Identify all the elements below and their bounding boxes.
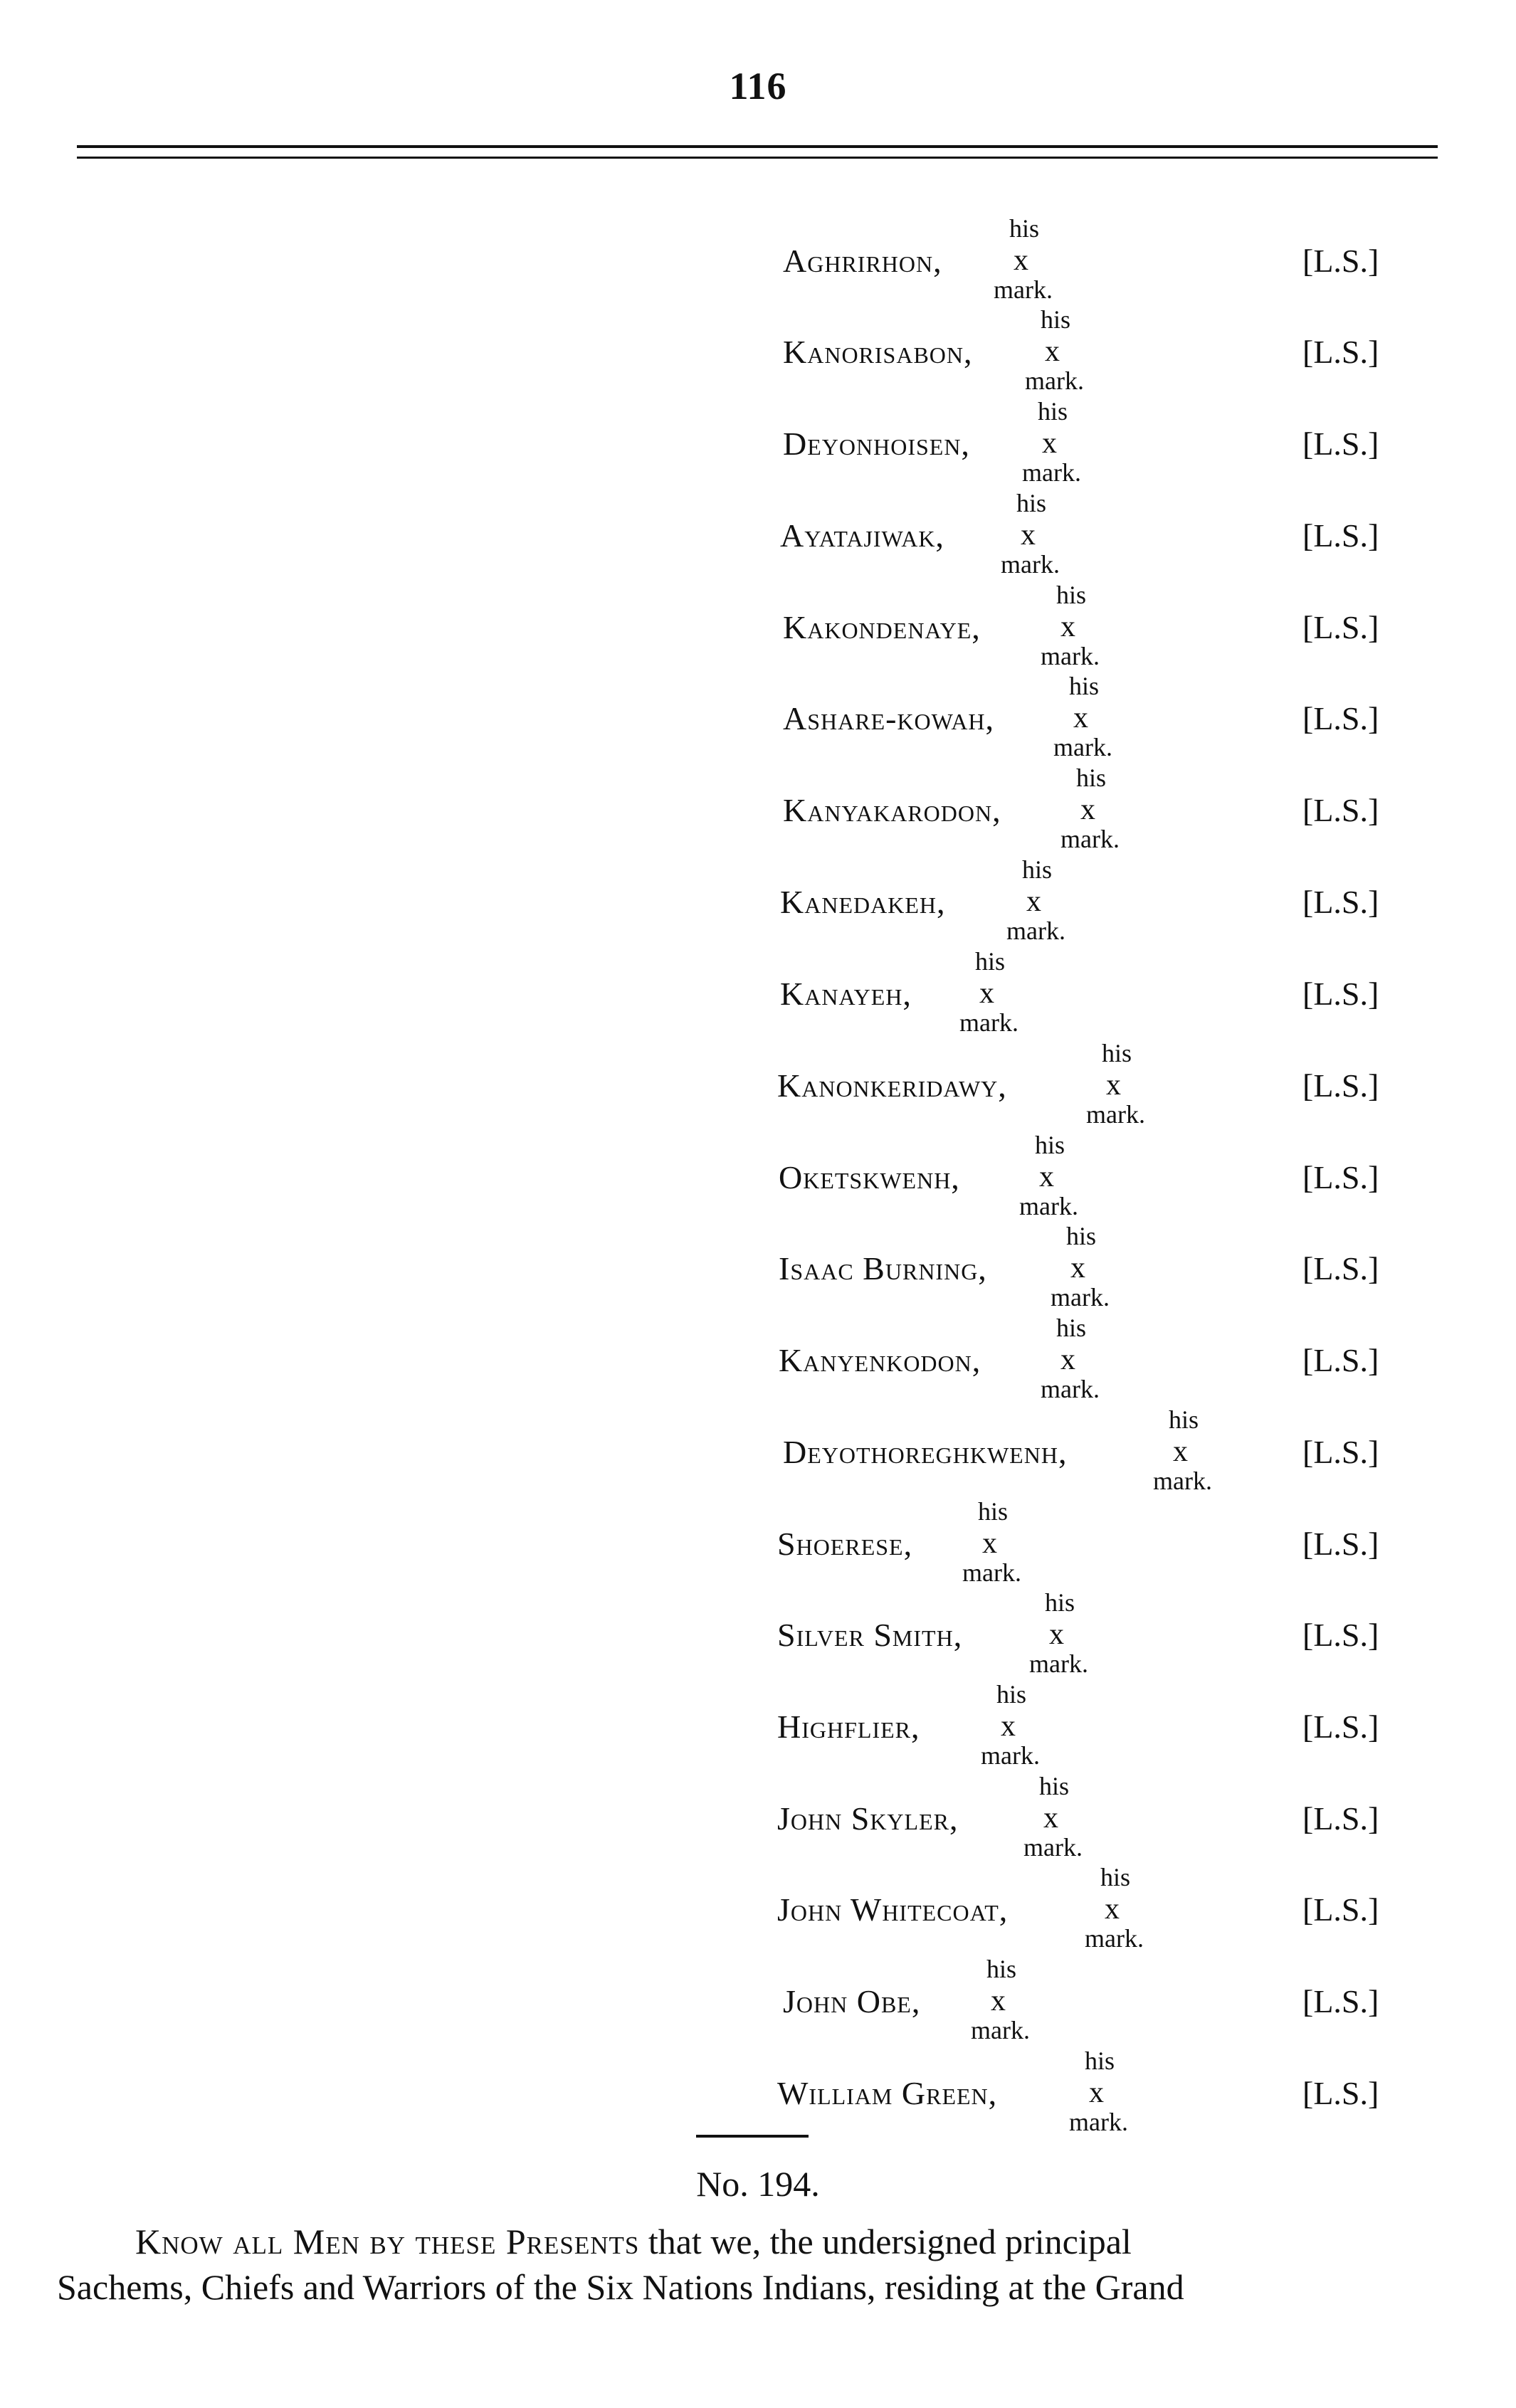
signature-row <box>0 213 1516 305</box>
x-mark: x <box>1073 702 1088 734</box>
mark-label: mark. <box>971 2016 1030 2044</box>
mark-label: mark. <box>1029 1649 1088 1678</box>
seal-label: [L.S.] <box>1302 1159 1379 1195</box>
mark-label: mark. <box>1023 1833 1083 1862</box>
signatory-name: Deyonhoisen, <box>783 426 970 462</box>
signature-row <box>0 1954 1516 2045</box>
x-mark: x <box>979 977 994 1010</box>
signatory-name: Ashare-kowah, <box>783 700 995 736</box>
signatory-name: Kakondenaye, <box>783 609 981 645</box>
his-label: his <box>1009 214 1040 243</box>
his-label: his <box>1038 397 1068 426</box>
mark-label: mark. <box>1006 917 1065 945</box>
mark-label: mark. <box>1001 550 1060 579</box>
signature-row <box>0 1862 1516 1953</box>
header-rule-thick <box>77 145 1438 148</box>
x-mark: x <box>1049 1618 1064 1651</box>
x-mark: x <box>1014 244 1028 277</box>
signatory-name: Kanedakeh, <box>780 884 946 920</box>
signatory-name: Oketskwenh, <box>779 1159 960 1195</box>
x-mark: x <box>1021 519 1036 551</box>
page-number: 116 <box>729 65 787 107</box>
document-number: No. 194. <box>696 2164 820 2204</box>
x-mark: x <box>991 1985 1006 2017</box>
x-mark: x <box>1001 1710 1016 1743</box>
paragraph-line-2: Sachems, Chiefs and Warriors of the Six Nations Indians, residing at the Grand <box>57 2267 1184 2307</box>
x-mark: x <box>1173 1435 1188 1468</box>
paragraph-line-1-rest: that we, the undersigned principal <box>639 2222 1132 2261</box>
signature-row <box>0 488 1516 579</box>
mark-label: mark. <box>1041 642 1100 670</box>
signatory-name: Aghrirhon, <box>783 243 942 279</box>
his-label: his <box>1169 1405 1199 1434</box>
his-label: his <box>1066 1222 1097 1250</box>
seal-label: [L.S.] <box>1302 609 1379 645</box>
mark-label: mark. <box>1060 825 1120 853</box>
seal-label: [L.S.] <box>1302 1526 1379 1562</box>
x-mark: x <box>1060 611 1075 643</box>
mark-label: mark. <box>1041 1375 1100 1403</box>
seal-label: [L.S.] <box>1302 1250 1379 1287</box>
seal-label: [L.S.] <box>1302 517 1379 554</box>
seal-label: [L.S.] <box>1302 243 1379 279</box>
mark-label: mark. <box>1086 1100 1145 1129</box>
his-label: his <box>986 1955 1017 1983</box>
signatory-name: Kanonkeridawy, <box>777 1067 1007 1104</box>
seal-label: [L.S.] <box>1302 1067 1379 1104</box>
signatory-name: William Green, <box>777 2075 998 2111</box>
his-label: his <box>1035 1131 1065 1159</box>
x-mark: x <box>1026 885 1041 918</box>
x-mark: x <box>1105 1893 1120 1926</box>
seal-label: [L.S.] <box>1302 792 1379 828</box>
mark-label: mark. <box>962 1558 1021 1587</box>
mark-label: mark. <box>1051 1283 1110 1311</box>
signature-row <box>0 1405 1516 1496</box>
seal-label: [L.S.] <box>1302 1800 1379 1837</box>
signature-row <box>0 763 1516 854</box>
signature-row <box>0 305 1516 396</box>
x-mark: x <box>1089 2076 1104 2109</box>
mark-label: mark. <box>1022 458 1081 487</box>
mark-label: mark. <box>1069 2108 1128 2136</box>
mark-label: mark. <box>1153 1467 1212 1495</box>
mark-label: mark. <box>1053 733 1112 761</box>
mark-label: mark. <box>981 1741 1040 1770</box>
paragraph-line-1 <box>57 2219 1423 2264</box>
signature-row <box>0 1221 1516 1312</box>
section-divider <box>696 2135 809 2138</box>
signatory-name: Kanorisabon, <box>783 334 973 370</box>
seal-label: [L.S.] <box>1302 1342 1379 1378</box>
seal-label: [L.S.] <box>1302 426 1379 462</box>
seal-label: [L.S.] <box>1302 1983 1379 2019</box>
signature-row <box>0 1038 1516 1129</box>
signature-row <box>0 946 1516 1037</box>
signatory-name: Kanyakarodon, <box>783 792 1001 828</box>
seal-label: [L.S.] <box>1302 1709 1379 1745</box>
his-label: his <box>1100 1863 1131 1891</box>
seal-label: [L.S.] <box>1302 700 1379 736</box>
signatory-name: Shoerese, <box>777 1526 913 1562</box>
his-label: his <box>996 1680 1027 1709</box>
mark-label: mark. <box>994 275 1053 304</box>
signatory-name: Isaac Burning, <box>779 1250 987 1287</box>
his-label: his <box>1041 305 1071 334</box>
signatory-name: John Skyler, <box>777 1800 959 1837</box>
signatory-name: Silver Smith, <box>777 1617 963 1653</box>
signatory-name: Kanyenkodon, <box>779 1342 981 1378</box>
signature-row <box>0 1771 1516 1862</box>
paragraph-opening-small-caps: Know all Men by these Presents <box>135 2222 640 2261</box>
his-label: his <box>1056 581 1087 609</box>
his-label: his <box>1016 489 1047 517</box>
seal-label: [L.S.] <box>1302 1891 1379 1928</box>
signature-row <box>0 1679 1516 1770</box>
mark-label: mark. <box>1085 1924 1144 1953</box>
seal-label: [L.S.] <box>1302 976 1379 1012</box>
x-mark: x <box>1060 1343 1075 1376</box>
seal-label: [L.S.] <box>1302 1617 1379 1653</box>
his-label: his <box>975 947 1006 976</box>
deed-paragraph <box>57 2219 1423 2310</box>
his-label: his <box>1102 1039 1132 1067</box>
signatory-name: John Whitecoat, <box>777 1891 1009 1928</box>
signatory-name: Kanayeh, <box>780 976 912 1012</box>
his-label: his <box>1076 764 1107 792</box>
signature-row <box>0 396 1516 487</box>
seal-label: [L.S.] <box>1302 334 1379 370</box>
signature-row <box>0 1130 1516 1221</box>
x-mark: x <box>1080 793 1095 826</box>
x-mark: x <box>1045 335 1060 368</box>
his-label: his <box>1056 1314 1087 1342</box>
signatory-name: Deyothoreghkwenh, <box>783 1434 1068 1470</box>
mark-label: mark. <box>959 1008 1018 1037</box>
his-label: his <box>1069 672 1100 700</box>
x-mark: x <box>1106 1069 1121 1102</box>
signatory-name: John Obe, <box>783 1983 921 2019</box>
signature-row <box>0 1313 1516 1404</box>
mark-label: mark. <box>1025 366 1084 395</box>
seal-label: [L.S.] <box>1302 2075 1379 2111</box>
x-mark: x <box>982 1527 997 1560</box>
mark-label: mark. <box>1019 1192 1078 1220</box>
signature-row <box>0 855 1516 946</box>
signatory-name: Ayatajiwak, <box>780 517 944 554</box>
his-label: his <box>978 1497 1009 1526</box>
header-rule-thin <box>77 157 1438 159</box>
x-mark: x <box>1042 427 1057 460</box>
his-label: his <box>1022 855 1053 884</box>
seal-label: [L.S.] <box>1302 884 1379 920</box>
x-mark: x <box>1070 1252 1085 1284</box>
his-label: his <box>1045 1588 1075 1617</box>
signature-row <box>0 671 1516 762</box>
his-label: his <box>1085 2047 1115 2075</box>
signature-row <box>0 1496 1516 1588</box>
signatory-name: Highflier, <box>777 1709 920 1745</box>
signature-row <box>0 580 1516 671</box>
signature-row <box>0 1588 1516 1679</box>
his-label: his <box>1039 1772 1070 1800</box>
x-mark: x <box>1039 1161 1054 1193</box>
seal-label: [L.S.] <box>1302 1434 1379 1470</box>
signature-row <box>0 2046 1516 2137</box>
x-mark: x <box>1043 1802 1058 1834</box>
